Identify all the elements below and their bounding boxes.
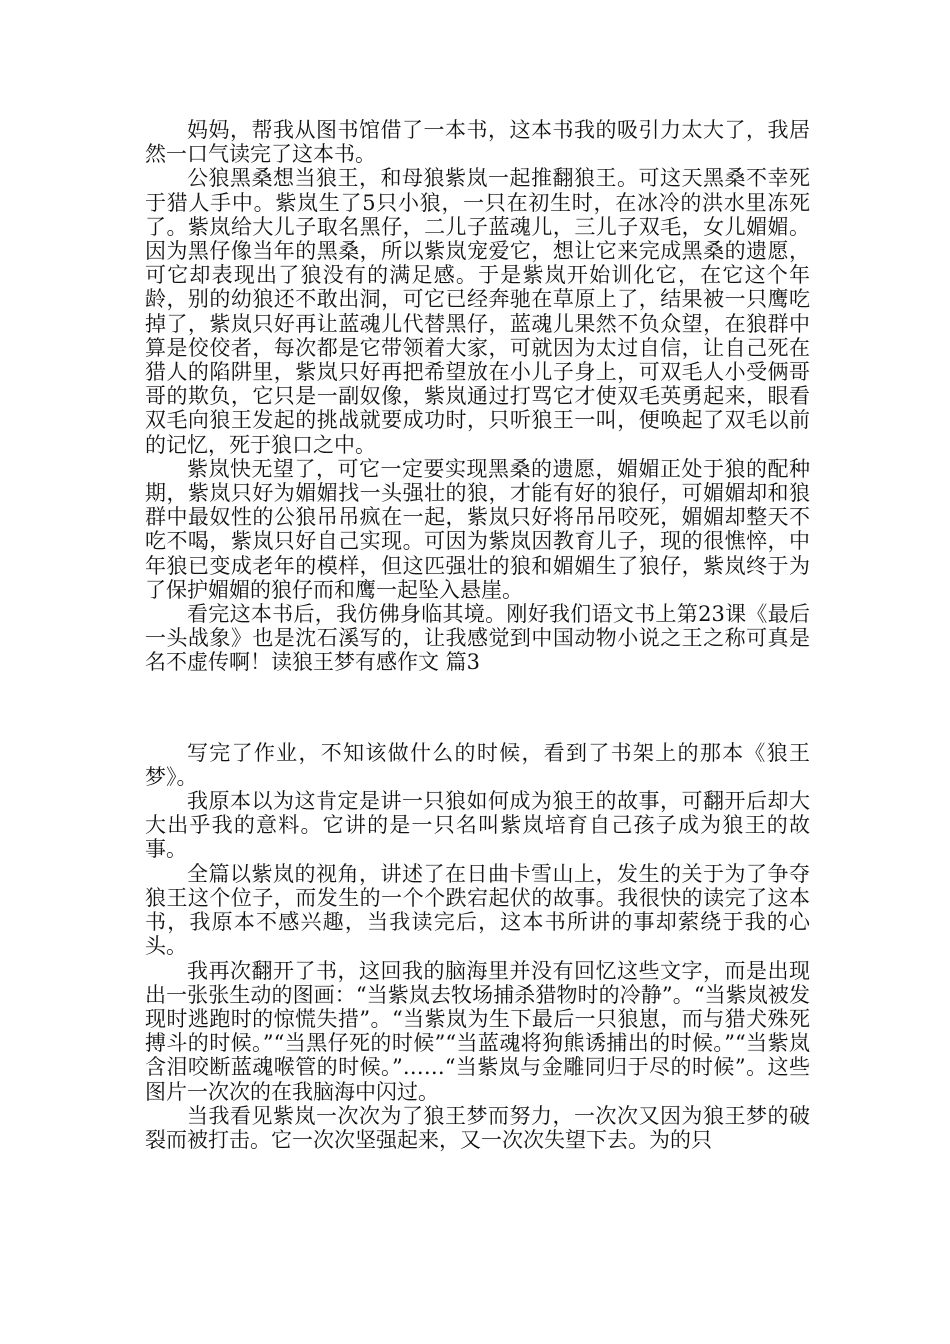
paragraph: 妈妈，帮我从图书馆借了一本书，这本书我的吸引力太大了，我居然一口气读完了这本书。 [145, 118, 810, 167]
section-gap [145, 675, 810, 741]
paragraph: 公狼黑桑想当狼王，和母狼紫岚一起推翻狼王。可这天黑桑不幸死于猎人手中。紫岚生了5只小狼，一只在初生时，在冰冷的洪水里冻死了。紫岚给大儿子取名黑仔，二儿子蓝魂儿，三儿子双毛，女儿媚媚。因为黑仔像当年的黑桑，所以紫岚宠爱它，想让它来完成黑桑的遗愿，可它却表现出了狼没有的满足感。于是紫岚开始训化它，在它这个年龄，别的幼狼还不敢出洞，可它已经奔驰在草原上了，结果被一只鹰吃掉了，紫岚只好再让蓝魂儿代替黑仔，蓝魂儿果然不负众望，在狼群中算是佼佼者，每次都是它带领着大家，可就因为太过自信，让自己死在猎人的陷阱里，紫岚只好再把希望放在小儿子身上，可双毛人小受俩哥哥的欺负，它只是一副奴像，紫岚通过打骂它才使双毛英勇起来，眼看双毛向狼王发起的挑战就要成功时，只听狼王一叫，便唤起了双毛以前的记忆，死于狼口之中。 [145, 166, 810, 457]
document-body [145, 118, 810, 1152]
paragraph: 当我看见紫岚一次次为了狼王梦而努力，一次次又因为狼王梦的破裂而被打击。它一次次坚强起来，又一次次失望下去。为的只 [145, 1103, 810, 1152]
paragraph: 紫岚快无望了，可它一定要实现黑桑的遗愿，媚媚正处于狼的配种期，紫岚只好为媚媚找一头强壮的狼，才能有好的狼仔，可媚媚却和狼群中最奴性的公狼吊吊疯在一起，紫岚只好将吊吊咬死，媚媚却整天不吃不喝，紫岚只好自己实现。可因为紫岚因教育儿子，现的很憔悴，中年狼已变成老年的模样，但这匹强壮的狼和媚媚生了狼仔，紫岚终于为了保护媚媚的狼仔而和鹰一起坠入悬崖。 [145, 456, 810, 602]
paragraph: 看完这本书后，我仿佛身临其境。刚好我们语文书上第23课《最后一头战象》也是沈石溪写的，让我感觉到中国动物小说之王之称可真是名不虚传啊！读狼王梦有感作文 篇3 [145, 602, 810, 675]
paragraph: 我原本以为这肯定是讲一只狼如何成为狼王的故事，可翻开后却大大出乎我的意料。它讲的是一只名叫紫岚培育自己孩子成为狼王的故事。 [145, 789, 810, 862]
paragraph: 我再次翻开了书，这回我的脑海里并没有回忆这些文字，而是出现出一张张生动的图画：“当紫岚去牧场捕杀猎物时的冷静”。“当紫岚被发现时逃跑时的惊慌失措”。“当紫岚为生下最后一只狼崽，而与猎犬殊死搏斗的时候。”“当黑仔死的时候”“当蓝魂将狗熊诱捕出的时候。”“当紫岚含泪咬断蓝魂喉管的时候。”……“当紫岚与金雕同归于尽的时候”。这些图片一次次的在我脑海中闪过。 [145, 958, 810, 1104]
paragraph: 全篇以紫岚的视角，讲述了在日曲卡雪山上，发生的关于为了争夺狼王这个位子，而发生的一个个跌宕起伏的故事。我很快的读完了这本书，我原本不感兴趣，当我读完后，这本书所讲的事却萦绕于我的心头。 [145, 861, 810, 959]
paragraph: 写完了作业，不知该做什么的时候，看到了书架上的那本《狼王梦》。 [145, 740, 810, 789]
